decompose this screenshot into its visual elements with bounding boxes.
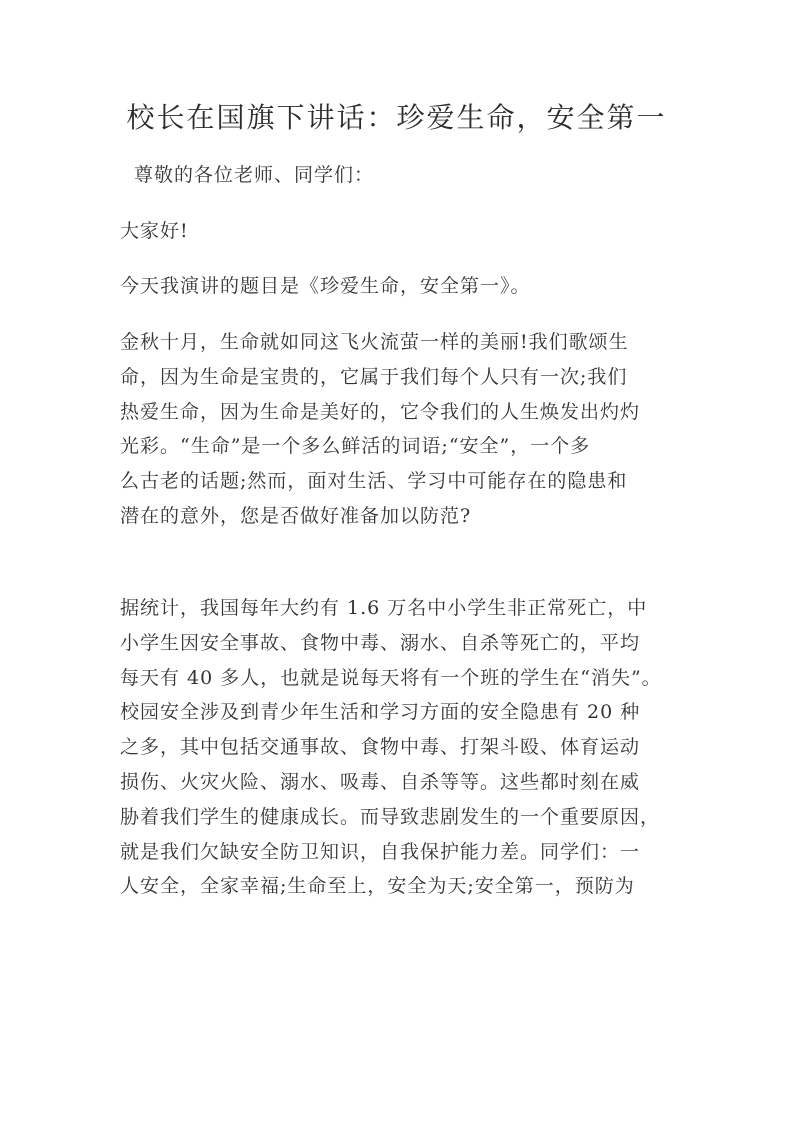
paragraph-2-line: 小学生因安全事故、食物中毒、溺水、自杀等死亡的，平均 xyxy=(120,631,641,654)
paragraph-2-line: 就是我们欠缺安全防卫知识，自我保护能力差。同学们：一 xyxy=(120,840,641,863)
paragraph-2-line: 每天有 40 多人，也就是说每天将有一个班的学生在“消失”。 xyxy=(120,666,662,689)
paragraph-1 xyxy=(120,325,680,534)
paragraph-1-line: 么古老的话题;然而，面对生活、学习中可能存在的隐患和 xyxy=(120,470,628,493)
paragraph-1-line: 热爱生命，因为生命是美好的，它令我们的人生焕发出灼灼 xyxy=(120,400,641,423)
hello-line: 大家好! xyxy=(120,220,189,242)
page-title: 校长在国旗下讲话：珍爱生命，安全第一 xyxy=(126,101,667,134)
greeting-line: 尊敬的各位老师、同学们： xyxy=(134,164,375,186)
paragraph-1-line: 潜在的意外，您是否做好准备加以防范? xyxy=(120,504,472,527)
paragraph-2-line: 据统计，我国每年大约有 1.6 万名中小学生非正常死亡，中 xyxy=(120,597,648,619)
paragraph-1-line: 命，因为生命是宝贵的，它属于我们每个人只有一次;我们 xyxy=(120,365,628,388)
paragraph-2-line: 校园安全涉及到青少年生活和学习方面的安全隐患有 20 种 xyxy=(120,701,641,724)
topic-line: 今天我演讲的题目是《珍爱生命，安全第一》。 xyxy=(120,275,531,297)
paragraph-1-line: 光彩。“生命”是一个多么鲜活的词语;“安全”，一个多 xyxy=(120,435,591,458)
paragraph-2-line: 胁着我们学生的健康成长。而导致悲剧发生的一个重要原因， xyxy=(120,805,661,828)
paragraph-2 xyxy=(120,591,680,904)
paragraph-2-line: 损伤、火灾火险、溺水、吸毒、自杀等等。这些都时刻在威 xyxy=(120,770,641,793)
paragraph-2-line: 之多，其中包括交通事故、食物中毒、打架斗殴、体育运动 xyxy=(120,736,641,759)
paragraph-2-line: 人安全，全家幸福;生命至上，安全为天;安全第一，预防为 xyxy=(120,875,635,898)
paragraph-1-line: 金秋十月，生命就如同这飞火流萤一样的美丽!我们歌颂生 xyxy=(120,331,629,353)
